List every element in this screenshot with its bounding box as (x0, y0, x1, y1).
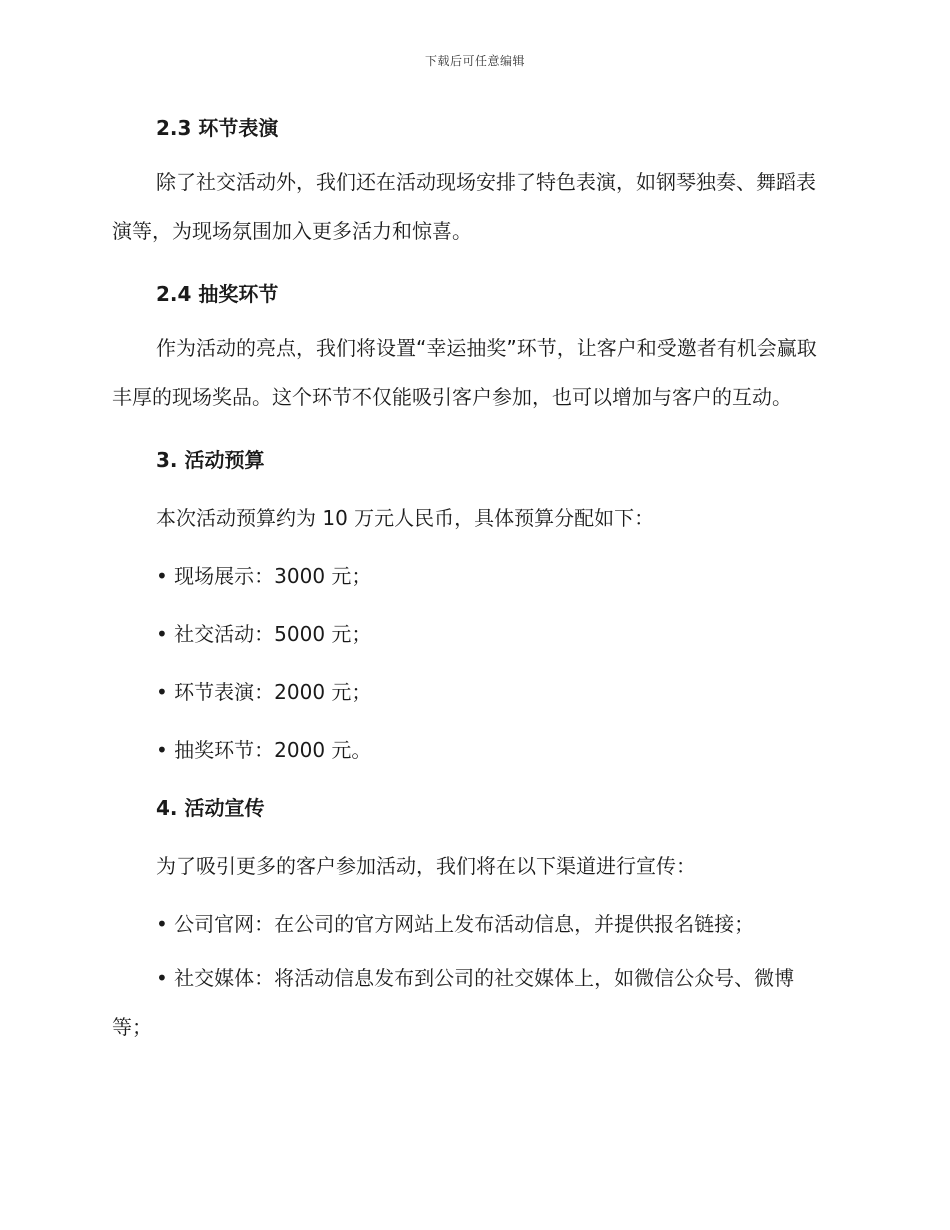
spacer (112, 538, 832, 556)
promotion-intro: 为了吸引更多的客户参加活动，我们将在以下渠道进行宣传： (156, 854, 696, 878)
spacer (112, 712, 832, 730)
spacer (112, 596, 832, 614)
spacer (112, 314, 832, 324)
spacer (112, 944, 832, 954)
spacer (112, 422, 832, 440)
spacer (112, 828, 832, 846)
budget-intro: 本次活动预算约为 10 万元人民币，具体预算分配如下： (156, 506, 655, 530)
section-paragraph-2-3: 除了社交活动外，我们还在活动现场安排了特色表演，如钢琴独奏、舞蹈表演等，为现场氛围加入更多活力和惊喜。 (112, 170, 816, 243)
budget-item: • 社交活动：5000 元； (156, 622, 372, 646)
page-header: 下载后可任意编辑 (424, 54, 525, 68)
section-heading-2-4: 2.4 抽奖环节 (156, 282, 279, 306)
spacer (112, 770, 832, 788)
budget-item: • 抽奖环节：2000 元。 (156, 738, 372, 762)
spacer (112, 148, 832, 158)
section-paragraph-2-4: 作为活动的亮点，我们将设置“幸运抽奖”环节，让客户和受邀者有机会赢取丰厚的现场奖品。这个环节不仅能吸引客户参加，也可以增加与客户的互动。 (112, 336, 817, 409)
document-body (112, 108, 832, 1052)
spacer (112, 654, 832, 672)
section-heading-3: 3. 活动预算 (156, 448, 265, 472)
section-heading-4: 4. 活动宣传 (156, 796, 265, 820)
spacer (112, 886, 832, 904)
promotion-item: • 社交媒体：将活动信息发布到公司的社交媒体上，如微信公众号、微博等； (112, 966, 795, 1039)
promotion-item: • 公司官网：在公司的官方网站上发布活动信息，并提供报名链接； (156, 912, 755, 936)
budget-item: • 现场展示：3000 元； (156, 564, 372, 588)
section-heading-2-3: 2.3 环节表演 (156, 116, 279, 140)
spacer (112, 480, 832, 498)
spacer (112, 256, 832, 274)
budget-item: • 环节表演：2000 元； (156, 680, 372, 704)
